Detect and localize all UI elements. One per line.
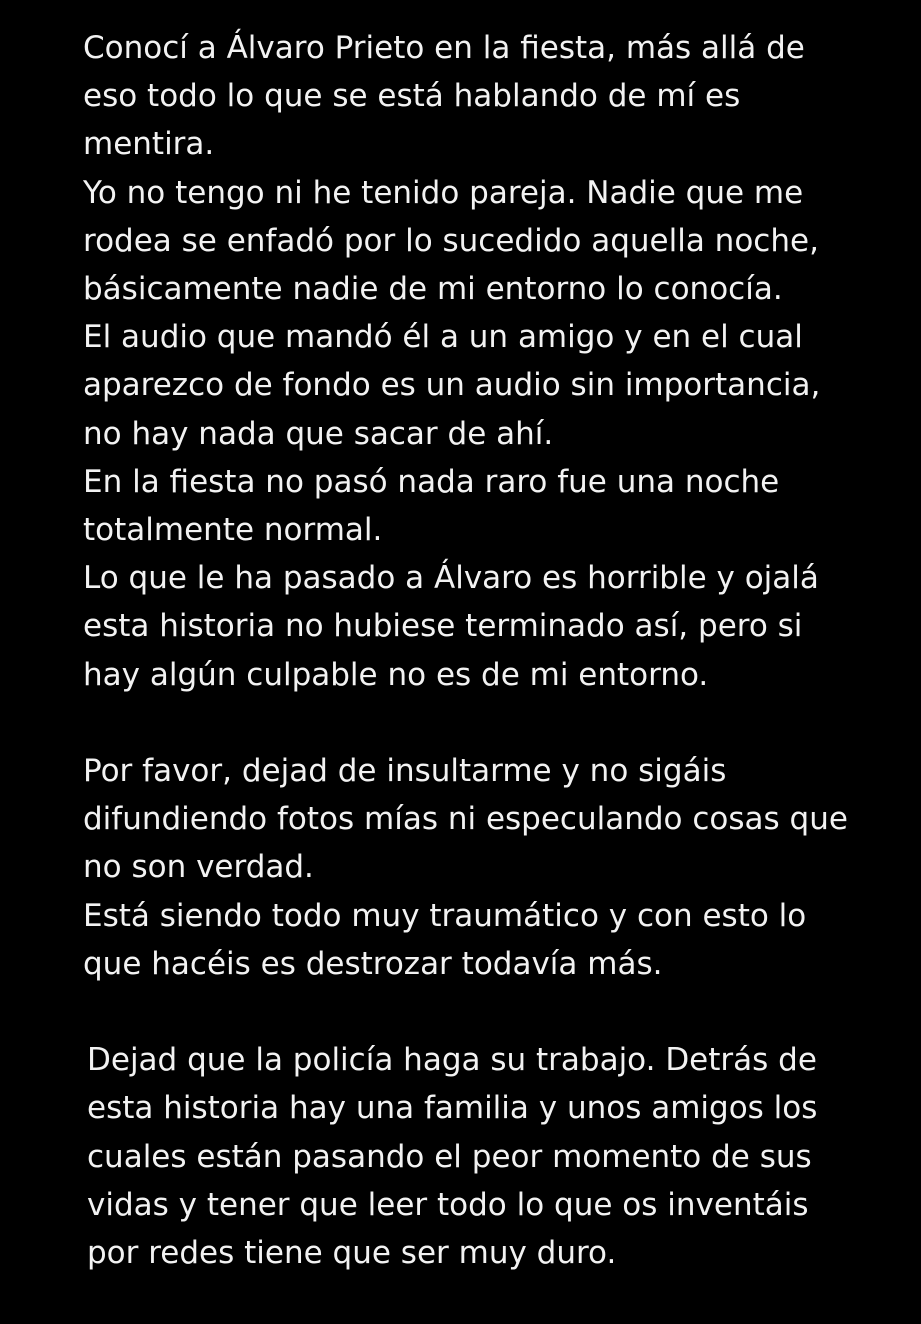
text-line: vidas y tener que leer todo lo que os inventáis — [87, 1186, 809, 1223]
paragraph-spacer — [83, 699, 883, 747]
text-line: básicamente nadie de mi entorno lo conocía. — [83, 271, 783, 308]
text-line: totalmente normal. — [83, 512, 383, 549]
text-line: Está siendo todo muy traumático y con esto lo — [83, 897, 807, 934]
text-line: no son verdad. — [83, 849, 314, 886]
paragraph-2 — [83, 747, 883, 988]
text-line: Por favor, dejad de insultarme y no sigáis — [83, 753, 727, 790]
text-line: no hay nada que sacar de ahí. — [83, 415, 554, 452]
text-line: Conocí a Álvaro Prieto en la fiesta, más allá de — [83, 30, 805, 66]
text-line: cuales están pasando el peor momento de sus — [87, 1138, 812, 1175]
text-line: difundiendo fotos mías ni especulando cosas que — [83, 801, 848, 838]
text-line: eso todo lo que se está hablando de mí es — [83, 78, 741, 115]
text-line: El audio que mandó él a un amigo y en el cual — [83, 319, 803, 356]
text-line: rodea se enfadó por lo sucedido aquella noche, — [83, 222, 819, 259]
text-line: hay algún culpable no es de mi entorno. — [83, 656, 709, 693]
text-line: aparezco de fondo es un audio sin importancia, — [83, 367, 821, 404]
text-line: esta historia no hubiese terminado así, pero si — [83, 608, 803, 645]
paragraph-1 — [83, 24, 883, 699]
text-line: que hacéis es destrozar todavía más. — [83, 945, 663, 982]
text-line: Yo no tengo ni he tenido pareja. Nadie que me — [83, 174, 804, 211]
statement-text — [83, 24, 883, 1277]
text-line: Lo que le ha pasado a Álvaro es horrible y ojalá — [83, 560, 819, 597]
text-line: mentira. — [83, 126, 215, 163]
text-line: por redes tiene que ser muy duro. — [87, 1235, 617, 1272]
text-line: Dejad que la policía haga su trabajo. Detrás de — [87, 1042, 817, 1079]
text-line: esta historia hay una familia y unos amigos los — [87, 1090, 818, 1127]
text-line: En la fiesta no pasó nada raro fue una noche — [83, 463, 780, 500]
paragraph-3 — [87, 1036, 883, 1277]
paragraph-spacer — [83, 988, 883, 1036]
